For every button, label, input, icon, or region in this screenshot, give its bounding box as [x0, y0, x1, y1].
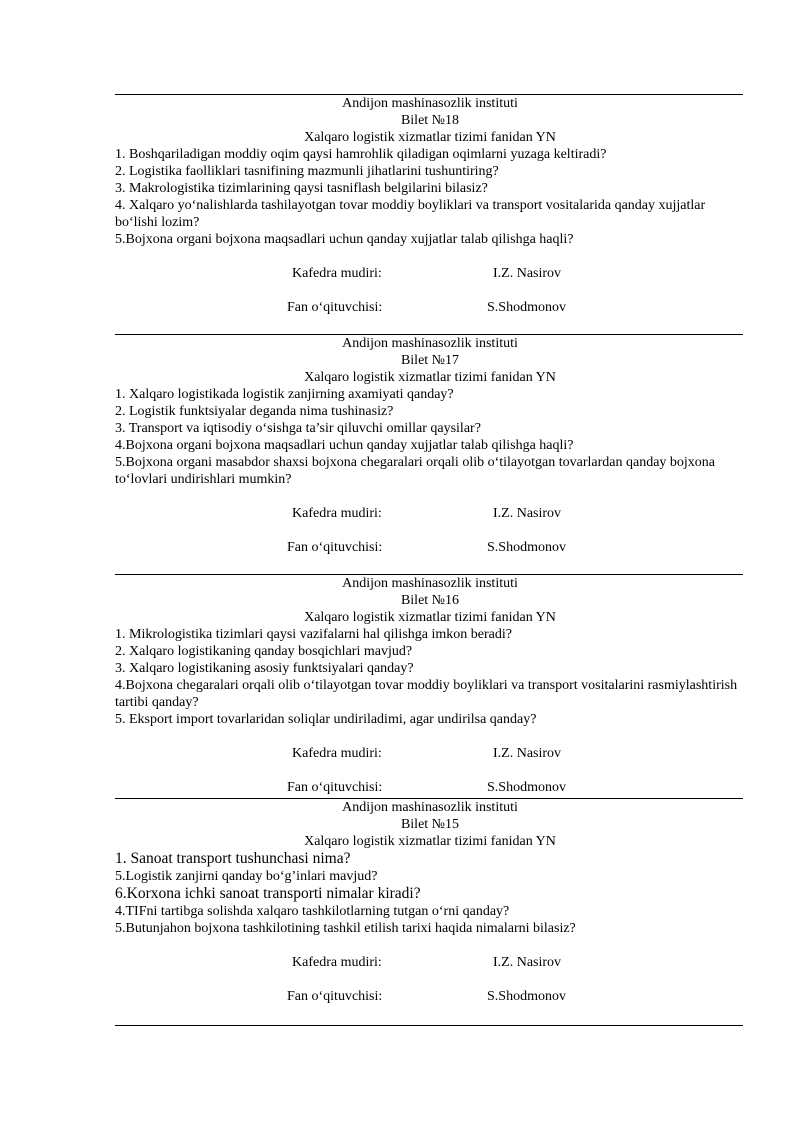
ticket-17	[115, 335, 745, 556]
question: 3. Makrologistika tizimlarining qaysi tasniflash belgilarini bilasiz?	[115, 181, 488, 196]
question: 5.Logistik zanjirni qanday bo‘g’inlari mavjud?	[115, 869, 378, 884]
ticket-number: Bilet №16	[400, 593, 460, 608]
institute-name: Andijon mashinasozlik instituti	[342, 800, 518, 815]
head-signature	[115, 265, 745, 282]
institute-name: Andijon mashinasozlik instituti	[342, 96, 518, 111]
question: 4.Bojxona organi bojxona maqsadlari uchun qanday xujjatlar talab qilishga haqli?	[115, 438, 574, 453]
head-name: I.Z. Nasirov	[493, 266, 562, 281]
question: 5. Eksport import tovarlaridan soliqlar undiriladimi, agar undirilsa qanday?	[115, 712, 537, 727]
teacher-label: Fan o‘qituvchisi:	[287, 540, 383, 555]
question: 4.TIFni tartibga solishda xalqaro tashkilotlarning tutgan o‘rni qanday?	[115, 904, 510, 919]
teacher-signature	[115, 299, 745, 316]
ticket-number: Bilet №18	[400, 113, 460, 128]
head-label: Kafedra mudiri:	[292, 506, 382, 521]
subject-title: Xalqaro logistik xizmatlar tizimi fanidan YN	[304, 610, 556, 625]
institute-name: Andijon mashinasozlik instituti	[342, 336, 518, 351]
teacher-name: S.Shodmonov	[487, 989, 566, 1004]
teacher-signature	[115, 779, 745, 796]
question: 1. Mikrologistika tizimlari qaysi vazifalarni hal qilishga imkon beradi?	[115, 627, 512, 642]
subject-title: Xalqaro logistik xizmatlar tizimi fanidan YN	[304, 370, 556, 385]
teacher-name: S.Shodmonov	[487, 540, 566, 555]
question: 3. Xalqaro logistikaning asosiy funktsiyalari qanday?	[115, 661, 414, 676]
teacher-label: Fan o‘qituvchisi:	[287, 300, 383, 315]
head-signature	[115, 954, 745, 971]
question: 1. Xalqaro logistikada logistik zanjirning axamiyati qanday?	[115, 387, 454, 402]
separator-line	[115, 1025, 743, 1026]
question: 5.Bojxona organi bojxona maqsadlari uchun qanday xujjatlar talab qilishga haqli?	[115, 232, 574, 247]
head-label: Kafedra mudiri:	[292, 955, 382, 970]
question: 4. Xalqaro yo‘nalishlarda tashilayotgan tovar moddiy boyliklari va transport vositalarida qanday xujjatlar bo‘lishi lozim?	[115, 198, 706, 230]
head-name: I.Z. Nasirov	[493, 506, 562, 521]
question: 2. Xalqaro logistikaning qanday bosqichlari mavjud?	[115, 644, 413, 659]
head-signature	[115, 505, 745, 522]
head-label: Kafedra mudiri:	[292, 266, 382, 281]
ticket-16	[115, 575, 745, 796]
question: 1. Sanoat transport tushunchasi nima?	[115, 850, 351, 867]
teacher-signature	[115, 988, 745, 1005]
question: 5.Butunjahon bojxona tashkilotining tashkil etilish tarixi haqida nimalarni bilasiz?	[115, 921, 576, 936]
ticket-15	[115, 799, 745, 1005]
teacher-name: S.Shodmonov	[487, 780, 566, 795]
ticket-number: Bilet №17	[400, 353, 460, 368]
question: 2. Logistik funktsiyalar deganda nima tushinasiz?	[115, 404, 394, 419]
question: 5.Bojxona organi masabdor shaxsi bojxona chegaralari orqali olib o‘tilayotgan tovarlardan qanday bojxona to‘lovlari undirishlari mumkin?	[115, 455, 716, 487]
subject-title: Xalqaro logistik xizmatlar tizimi fanidan YN	[304, 834, 556, 849]
subject-title: Xalqaro logistik xizmatlar tizimi fanidan YN	[304, 130, 556, 145]
question: 2. Logistika faolliklari tasnifining mazmunli jihatlarini tushuntiring?	[115, 164, 499, 179]
teacher-label: Fan o‘qituvchisi:	[287, 989, 383, 1004]
teacher-signature	[115, 539, 745, 556]
ticket-18	[115, 95, 745, 316]
head-name: I.Z. Nasirov	[493, 746, 562, 761]
head-label: Kafedra mudiri:	[292, 746, 382, 761]
teacher-name: S.Shodmonov	[487, 300, 566, 315]
ticket-number: Bilet №15	[400, 817, 460, 832]
question: 6.Korxona ichki sanoat transporti nimalar kiradi?	[115, 885, 421, 902]
institute-name: Andijon mashinasozlik instituti	[342, 576, 518, 591]
head-signature	[115, 745, 745, 762]
question: 3. Transport va iqtisodiy o‘sishga ta’sir qiluvchi omillar qaysilar?	[115, 421, 481, 436]
question: 1. Boshqariladigan moddiy oqim qaysi hamrohlik qiladigan oqimlarni yuzaga keltiradi?	[115, 147, 607, 162]
head-name: I.Z. Nasirov	[493, 955, 562, 970]
question: 4.Bojxona chegaralari orqali olib o‘tilayotgan tovar moddiy boyliklari va transport vositalarini rasmiylashtirish tartibi qanday?	[115, 678, 738, 710]
teacher-label: Fan o‘qituvchisi:	[287, 780, 383, 795]
